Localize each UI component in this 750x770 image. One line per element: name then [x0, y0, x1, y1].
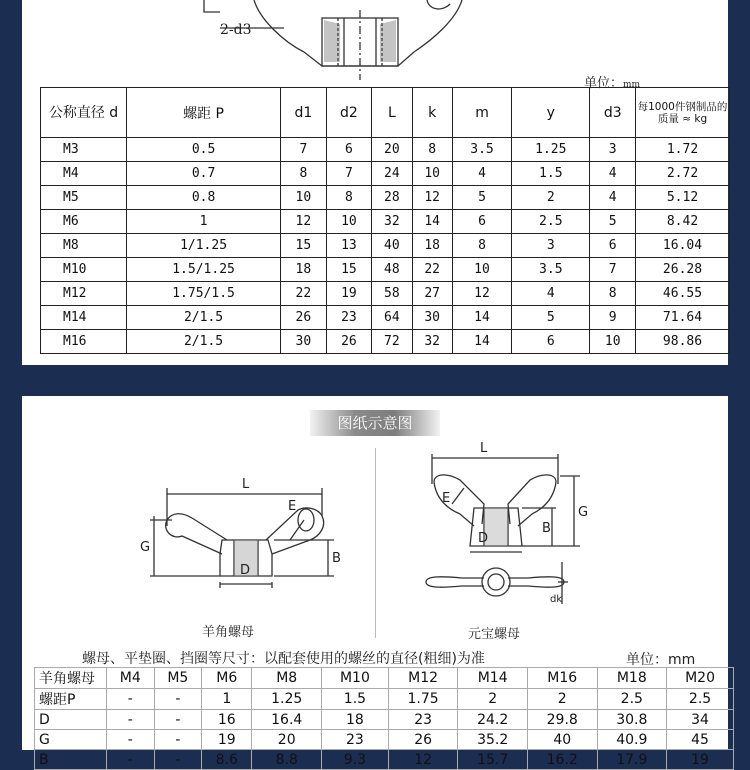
table-cell: 10	[590, 330, 636, 354]
label-B-left: B	[332, 551, 341, 566]
table-cell: 18	[322, 710, 389, 730]
label-G-left: G	[140, 540, 151, 555]
table-row	[41, 330, 730, 354]
table-cell: 16.2	[527, 750, 597, 770]
table-cell: 71.64	[636, 306, 730, 330]
label-B-right: B	[542, 521, 551, 536]
table-cell: 螺距P	[35, 689, 107, 710]
table-cell: 8	[326, 186, 372, 210]
table-cell: G	[35, 730, 107, 750]
table-cell: 24	[372, 162, 412, 186]
table-cell: 3	[512, 234, 590, 258]
table-cell: 7	[281, 138, 327, 162]
header-cell: k	[412, 88, 452, 138]
table-cell: M10	[322, 668, 389, 689]
table-cell: 8	[590, 282, 636, 306]
section-title: 图纸示意图	[310, 410, 440, 436]
table-cell: 1.5/1.25	[127, 258, 281, 282]
table-cell: 19	[202, 730, 252, 750]
table-cell: 16.04	[636, 234, 730, 258]
table-cell: -	[154, 710, 202, 730]
table-row	[41, 138, 730, 162]
table-cell: 5	[512, 306, 590, 330]
table-cell: 24.2	[458, 710, 528, 730]
table-cell: 4	[452, 162, 511, 186]
table-cell: 羊角螺母	[35, 668, 107, 689]
table-cell: 20	[372, 138, 412, 162]
header-cell: y	[512, 88, 590, 138]
table-cell: 16.4	[252, 710, 322, 730]
table-cell: 23	[322, 730, 389, 750]
table-cell: M8	[252, 668, 322, 689]
table-row	[41, 186, 730, 210]
header-cell: d3	[590, 88, 636, 138]
table-cell: M16	[41, 330, 127, 354]
table-cell: 7	[590, 258, 636, 282]
table-cell: 5.12	[636, 186, 730, 210]
table-cell: 35.2	[458, 730, 528, 750]
label-dk-right: dk	[550, 594, 563, 605]
table-cell: 2	[527, 689, 597, 710]
table-row	[41, 282, 730, 306]
header-cell: L	[372, 88, 412, 138]
wing-nut-size-table	[34, 667, 734, 770]
table-cell: 15	[326, 258, 372, 282]
table-cell: 3	[590, 138, 636, 162]
table-cell: 26	[388, 730, 458, 750]
table-cell: -	[107, 750, 155, 770]
table-cell: 2	[458, 689, 528, 710]
table-cell: 1.5	[322, 689, 389, 710]
label-D-right: D	[478, 531, 489, 546]
table-cell: 12	[281, 210, 327, 234]
table-row	[41, 210, 730, 234]
table-cell: 6	[590, 234, 636, 258]
table-cell: 26	[281, 306, 327, 330]
table-cell: M6	[41, 210, 127, 234]
table-cell: -	[154, 750, 202, 770]
label-E-left: E	[288, 499, 297, 514]
table-cell: 6	[326, 138, 372, 162]
table-row	[35, 689, 734, 710]
top-diagram-label: 2-d3	[220, 22, 252, 38]
table-cell: 0.7	[127, 162, 281, 186]
table-cell: 26.28	[636, 258, 730, 282]
table-cell: M18	[597, 668, 667, 689]
table-cell: 12	[412, 186, 452, 210]
table-cell: -	[154, 689, 202, 710]
table-cell: 29.8	[527, 710, 597, 730]
table-row	[35, 750, 734, 770]
thread-spec-table	[40, 87, 730, 354]
table-cell: 2	[512, 186, 590, 210]
table-cell: 14	[452, 306, 511, 330]
label-D-left: D	[240, 563, 251, 578]
table-cell: M14	[41, 306, 127, 330]
table-cell: 4	[512, 282, 590, 306]
table-header-row	[41, 88, 730, 138]
table-cell: 46.55	[636, 282, 730, 306]
bottom-unit-label: 单位：mm	[626, 652, 696, 668]
table-cell: 13	[326, 234, 372, 258]
table-cell: 1.5	[512, 162, 590, 186]
table-cell: 10	[281, 186, 327, 210]
table-cell: M12	[388, 668, 458, 689]
table-cell: 6	[512, 330, 590, 354]
table-cell: -	[107, 689, 155, 710]
table-cell: 8	[281, 162, 327, 186]
table-cell: M3	[41, 138, 127, 162]
table-cell: 12	[388, 750, 458, 770]
table-cell: M6	[202, 668, 252, 689]
table-cell: 2.5	[512, 210, 590, 234]
size-note: 螺母、平垫圈、挡圈等尺寸：以配套使用的螺丝的直径(粗细)为准	[82, 651, 485, 667]
label-E-right: E	[442, 491, 451, 506]
table-cell: 9	[590, 306, 636, 330]
table-row	[41, 234, 730, 258]
table-cell: 30.8	[597, 710, 667, 730]
table-cell: 8	[452, 234, 511, 258]
table-cell: 8.8	[252, 750, 322, 770]
table-cell: M4	[41, 162, 127, 186]
table-cell: 14	[412, 210, 452, 234]
table-cell: 1.75/1.5	[127, 282, 281, 306]
table-cell: 1.72	[636, 138, 730, 162]
wing-nut-caption: 元宝螺母	[468, 627, 521, 642]
table-cell: 10	[452, 258, 511, 282]
table-cell: 2/1.5	[127, 306, 281, 330]
table-cell: 18	[281, 258, 327, 282]
wing-nut-diagrams	[22, 436, 728, 636]
table-cell: 12	[452, 282, 511, 306]
table-cell: 27	[412, 282, 452, 306]
table-cell: 19	[326, 282, 372, 306]
top-spec-panel	[22, 0, 728, 365]
table-cell: 30	[281, 330, 327, 354]
table-cell: 23	[388, 710, 458, 730]
table-cell: 9.3	[322, 750, 389, 770]
table-cell: 98.86	[636, 330, 730, 354]
table-cell: 6	[452, 210, 511, 234]
table-cell: M8	[41, 234, 127, 258]
table-cell: 8.42	[636, 210, 730, 234]
table-cell: 18	[412, 234, 452, 258]
table-cell: 40.9	[597, 730, 667, 750]
table-cell: 1/1.25	[127, 234, 281, 258]
table-cell: 8	[412, 138, 452, 162]
table-cell: 28	[372, 186, 412, 210]
header-cell: m	[452, 88, 511, 138]
table-cell: 34	[667, 710, 734, 730]
table-cell: 16	[202, 710, 252, 730]
table-cell: -	[107, 710, 155, 730]
table-cell: M4	[107, 668, 155, 689]
table-cell: 20	[252, 730, 322, 750]
table-cell: 0.8	[127, 186, 281, 210]
table-cell: 40	[372, 234, 412, 258]
table-cell: 1	[202, 689, 252, 710]
table-cell: 14	[452, 330, 511, 354]
table-cell: 26	[326, 330, 372, 354]
label-L-left: L	[242, 477, 250, 492]
table-cell: 4	[590, 186, 636, 210]
table-cell: M16	[527, 668, 597, 689]
table-cell: 3.5	[452, 138, 511, 162]
table-cell: 40	[527, 730, 597, 750]
table-row	[35, 710, 734, 730]
table-row	[41, 162, 730, 186]
table-cell: 17.9	[597, 750, 667, 770]
table-cell: -	[107, 730, 155, 750]
table-cell: M5	[154, 668, 202, 689]
table-cell: 23	[326, 306, 372, 330]
table-cell: M12	[41, 282, 127, 306]
header-cell: d1	[281, 88, 327, 138]
top-unit-label: 单位：mm	[584, 76, 641, 91]
table-cell: D	[35, 710, 107, 730]
table-cell: 10	[326, 210, 372, 234]
table-cell: 7	[326, 162, 372, 186]
table-cell: 30	[412, 306, 452, 330]
table-cell: B	[35, 750, 107, 770]
label-L-right: L	[480, 441, 488, 456]
table-cell: 22	[281, 282, 327, 306]
table-cell: 45	[667, 730, 734, 750]
table-cell: 72	[372, 330, 412, 354]
table-cell: 1.25	[252, 689, 322, 710]
table-cell: 15	[281, 234, 327, 258]
table-cell: 48	[372, 258, 412, 282]
header-cell: 每1000件钢制品的质量 ≈ kg	[636, 88, 730, 138]
table-cell: 3.5	[512, 258, 590, 282]
table-cell: 5	[452, 186, 511, 210]
header-cell: 公称直径 d	[41, 88, 127, 138]
table-cell: M10	[41, 258, 127, 282]
table-cell: 1.75	[388, 689, 458, 710]
table-cell: 5	[590, 210, 636, 234]
table-cell: 2.5	[597, 689, 667, 710]
table-cell: 8.6	[202, 750, 252, 770]
table-cell: M5	[41, 186, 127, 210]
table-row	[35, 668, 734, 689]
table-cell: 15.7	[458, 750, 528, 770]
table-cell: 10	[412, 162, 452, 186]
table-cell: 1	[127, 210, 281, 234]
table-cell: 4	[590, 162, 636, 186]
table-cell: 0.5	[127, 138, 281, 162]
table-cell: 64	[372, 306, 412, 330]
table-row	[35, 730, 734, 750]
table-cell: 58	[372, 282, 412, 306]
claw-wing-nut-caption: 羊角螺母	[202, 625, 255, 640]
table-cell: M20	[667, 668, 734, 689]
table-cell: 32	[372, 210, 412, 234]
table-cell: 2.72	[636, 162, 730, 186]
label-G-right: G	[578, 505, 589, 520]
table-cell: 2/1.5	[127, 330, 281, 354]
table-cell: 1.25	[512, 138, 590, 162]
table-row	[41, 306, 730, 330]
bottom-spec-panel	[22, 396, 728, 768]
table-cell: 22	[412, 258, 452, 282]
header-cell: 螺距 P	[127, 88, 281, 138]
table-cell: 19	[667, 750, 734, 770]
table-cell: 2.5	[667, 689, 734, 710]
table-cell: 32	[412, 330, 452, 354]
header-cell: d2	[326, 88, 372, 138]
table-row	[41, 258, 730, 282]
table-cell: M14	[458, 668, 528, 689]
table-cell: -	[154, 730, 202, 750]
